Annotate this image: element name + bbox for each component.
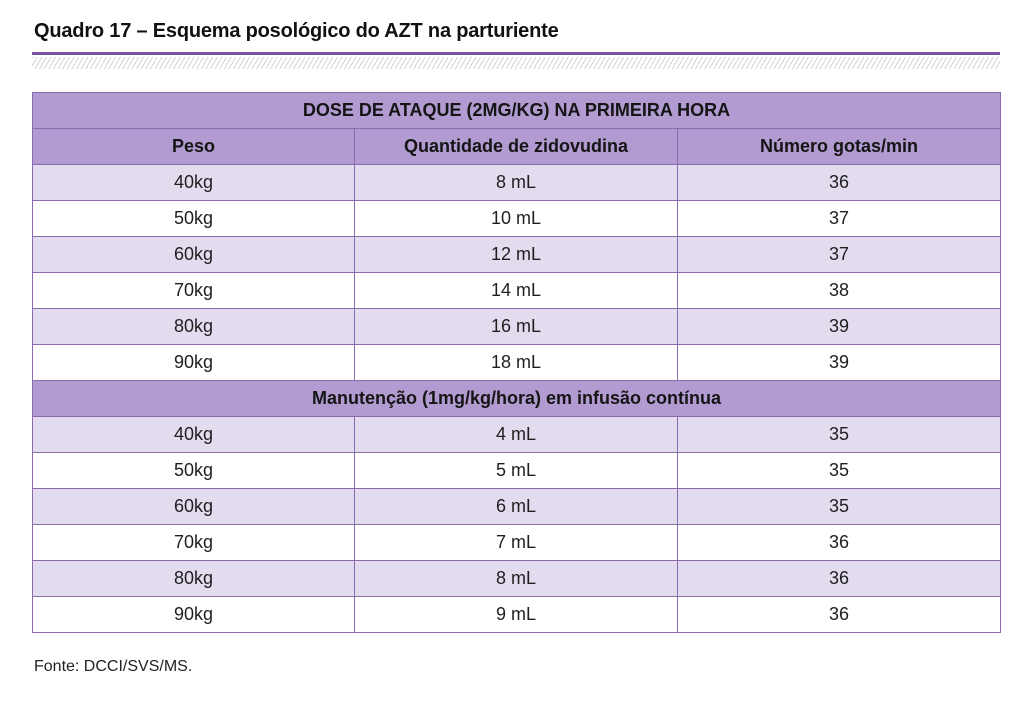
table-row bbox=[33, 489, 1001, 525]
section-title-loading-dose: DOSE DE ATAQUE (2MG/KG) NA PRIMEIRA HORA bbox=[33, 93, 1001, 129]
column-header-gotas: Número gotas/min bbox=[678, 129, 1001, 165]
cell-quantidade: 12 mL bbox=[355, 237, 678, 273]
table-row bbox=[33, 417, 1001, 453]
section-header-row bbox=[33, 93, 1001, 129]
cell-gotas: 36 bbox=[678, 561, 1001, 597]
cell-peso: 50kg bbox=[33, 201, 355, 237]
column-header-row bbox=[33, 129, 1001, 165]
table-row bbox=[33, 273, 1001, 309]
cell-quantidade: 8 mL bbox=[355, 561, 678, 597]
table-row bbox=[33, 345, 1001, 381]
table-title: Quadro 17 – Esquema posológico do AZT na parturiente bbox=[34, 20, 559, 42]
cell-quantidade: 4 mL bbox=[355, 417, 678, 453]
cell-peso: 60kg bbox=[33, 489, 355, 525]
cell-gotas: 39 bbox=[678, 345, 1001, 381]
cell-quantidade: 8 mL bbox=[355, 165, 678, 201]
cell-gotas: 36 bbox=[678, 165, 1001, 201]
cell-gotas: 35 bbox=[678, 453, 1001, 489]
cell-peso: 40kg bbox=[33, 417, 355, 453]
section-header-row bbox=[33, 381, 1001, 417]
cell-peso: 80kg bbox=[33, 309, 355, 345]
table-row bbox=[33, 561, 1001, 597]
cell-peso: 90kg bbox=[33, 597, 355, 633]
table-row bbox=[33, 453, 1001, 489]
cell-quantidade: 16 mL bbox=[355, 309, 678, 345]
cell-gotas: 39 bbox=[678, 309, 1001, 345]
column-header-quantidade: Quantidade de zidovudina bbox=[355, 129, 678, 165]
title-divider bbox=[32, 52, 1000, 55]
cell-gotas: 36 bbox=[678, 525, 1001, 561]
cell-quantidade: 18 mL bbox=[355, 345, 678, 381]
column-header-peso: Peso bbox=[33, 129, 355, 165]
table-row bbox=[33, 165, 1001, 201]
cell-quantidade: 6 mL bbox=[355, 489, 678, 525]
table-row bbox=[33, 237, 1001, 273]
cell-peso: 90kg bbox=[33, 345, 355, 381]
cell-gotas: 38 bbox=[678, 273, 1001, 309]
table-row bbox=[33, 525, 1001, 561]
cell-peso: 70kg bbox=[33, 525, 355, 561]
hatched-band bbox=[32, 57, 1000, 69]
cell-quantidade: 10 mL bbox=[355, 201, 678, 237]
cell-gotas: 37 bbox=[678, 237, 1001, 273]
cell-peso: 60kg bbox=[33, 237, 355, 273]
table-row bbox=[33, 597, 1001, 633]
source-note: Fonte: DCCI/SVS/MS. bbox=[34, 658, 193, 675]
cell-gotas: 36 bbox=[678, 597, 1001, 633]
cell-quantidade: 14 mL bbox=[355, 273, 678, 309]
cell-peso: 80kg bbox=[33, 561, 355, 597]
cell-peso: 70kg bbox=[33, 273, 355, 309]
cell-quantidade: 7 mL bbox=[355, 525, 678, 561]
cell-peso: 40kg bbox=[33, 165, 355, 201]
cell-quantidade: 5 mL bbox=[355, 453, 678, 489]
section-title-maintenance: Manutenção (1mg/kg/hora) em infusão contínua bbox=[33, 381, 1001, 417]
cell-gotas: 37 bbox=[678, 201, 1001, 237]
cell-gotas: 35 bbox=[678, 417, 1001, 453]
table-row bbox=[33, 309, 1001, 345]
cell-gotas: 35 bbox=[678, 489, 1001, 525]
cell-peso: 50kg bbox=[33, 453, 355, 489]
cell-quantidade: 9 mL bbox=[355, 597, 678, 633]
table-row bbox=[33, 201, 1001, 237]
dosage-table bbox=[32, 92, 1001, 633]
